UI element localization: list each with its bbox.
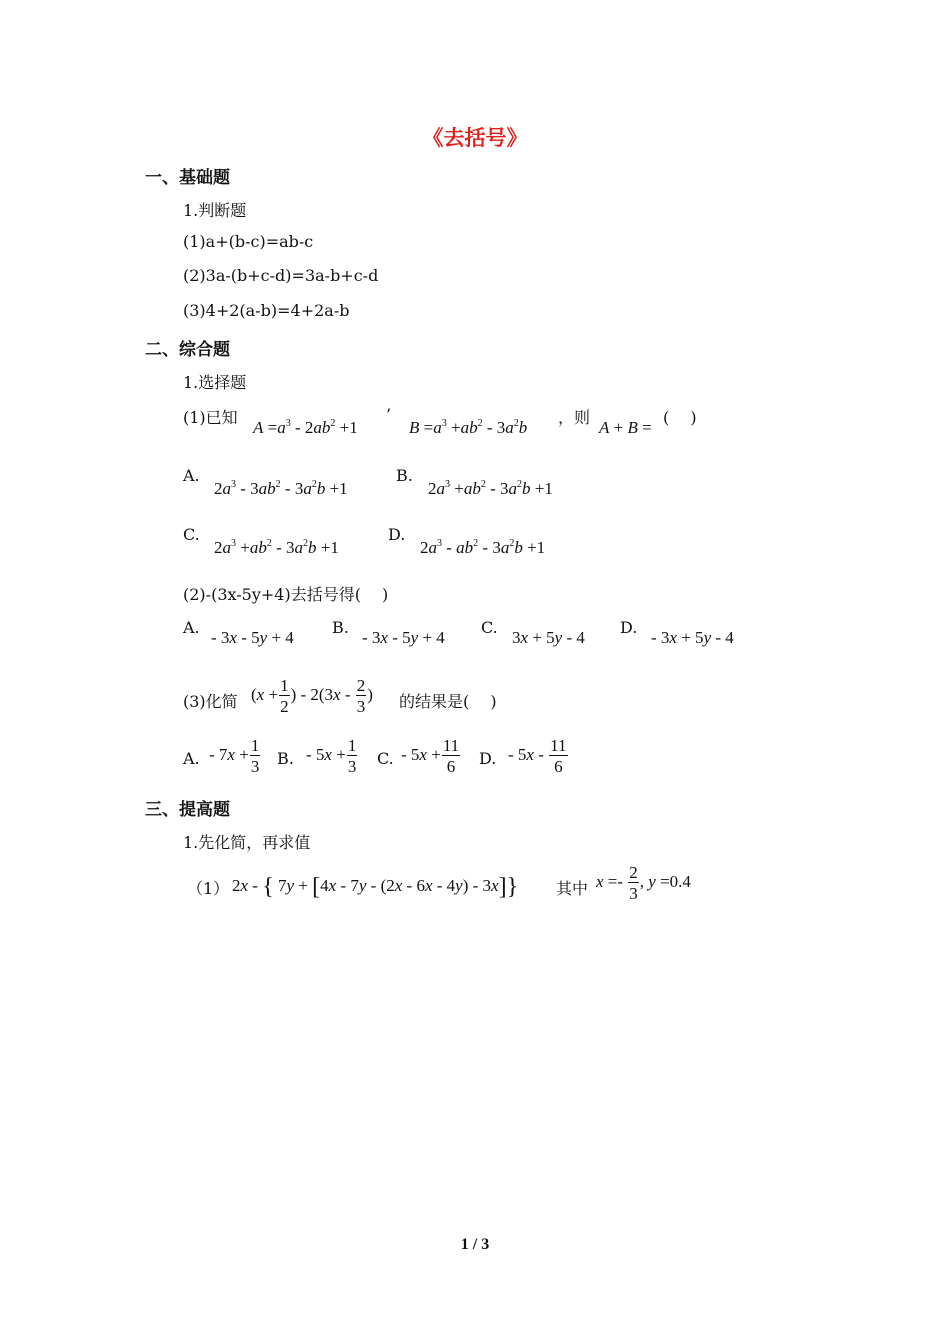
- judge-item-2: (2)3a-(b+c-d)=3a-b+c-d: [183, 266, 379, 285]
- option-label-b: B.: [277, 749, 294, 768]
- option-2c: 3x + 5y - 4: [512, 628, 585, 647]
- option-2b: - 3x - 5y + 4: [362, 628, 445, 647]
- option-label-c: C.: [183, 525, 200, 544]
- option-3b: - 5x + $\frac{1}{3}$: [306, 736, 357, 776]
- option-label-b: B.: [332, 618, 349, 637]
- option-2d: - 3x + 5y - 4: [651, 628, 734, 647]
- simplify-expression: 2x - { 7y + [4x - 7y - (2x - 6x - 4y) - 3x]}: [232, 874, 519, 900]
- formula-B: $B =a^3 +ab^2 - 3a^2b$: [409, 418, 528, 437]
- option-1b: $2a^3 +ab^2 - 3a^2b +1$: [428, 479, 553, 498]
- option-label-a: A.: [183, 618, 200, 637]
- problem-lead: （1）: [187, 879, 230, 898]
- section-heading-basic: 一、基础题: [145, 168, 230, 188]
- formula-sum: A + B =: [599, 418, 652, 437]
- condition-values: x =- $\frac{2}{3}$ , y =0.4: [596, 863, 691, 903]
- problem-2-stem: (2)-(3x-5y+4)去括号得( ): [183, 585, 389, 604]
- judge-item-3: (3)4+2(a-b)=4+2a-b: [183, 301, 350, 320]
- problem-3-tail: 的结果是( ): [399, 692, 497, 711]
- option-3c: - 5x + $\frac{11}{6}$: [401, 736, 460, 776]
- section-heading-comprehensive: 二、综合题: [145, 340, 230, 360]
- problem-3-lead: (3)化简: [183, 692, 238, 711]
- option-1a: $2a^3 - 3ab^2 - 3a^2b +1$: [214, 479, 348, 498]
- option-label-b: B.: [396, 466, 413, 485]
- option-2a: - 3x - 5y + 4: [211, 628, 294, 647]
- option-label-d: D.: [479, 749, 497, 768]
- option-label-d: D.: [388, 525, 406, 544]
- option-1c: $2a^3 +ab^2 - 3a^2b +1$: [214, 538, 339, 557]
- page-number: 1 / 3: [460, 1236, 490, 1253]
- problem-3-expression: (x + $\frac{1}{2}$ ) - 2(3x - $\frac{2}{3}$ ): [251, 676, 373, 716]
- option-3a: - 7x + $\frac{1}{3}$: [209, 736, 260, 776]
- condition-label: 其中: [556, 879, 589, 898]
- problem-1-ze: ，则: [558, 408, 591, 427]
- question-choice: 1.选择题: [183, 373, 247, 392]
- option-label-c: C.: [377, 749, 394, 768]
- option-label-d: D.: [620, 618, 638, 637]
- option-label-a: A.: [183, 749, 200, 768]
- comma: ’: [386, 405, 392, 424]
- fraction: $\frac{2}{3}$: [356, 676, 366, 716]
- section-heading-advanced: 三、提高题: [145, 800, 230, 820]
- question-simplify: 1.先化简，再求值: [183, 833, 311, 852]
- option-label-a: A.: [183, 466, 200, 485]
- judge-item-1: (1)a+(b-c)=ab-c: [183, 232, 314, 251]
- fraction: $\frac{1}{2}$: [280, 676, 289, 716]
- problem-1-lead: (1)已知: [183, 408, 238, 427]
- formula-A: $A =a^3 - 2ab^2 +1$: [253, 418, 358, 437]
- option-label-c: C.: [481, 618, 498, 637]
- option-1d: $2a^3 - ab^2 - 3a^2b +1$: [420, 538, 546, 557]
- option-3d: - 5x - $\frac{11}{6}$: [508, 736, 567, 776]
- answer-blank-1: ( ): [663, 408, 697, 427]
- question-judge: 1.判断题: [183, 201, 247, 220]
- page-title: 《去括号》: [422, 126, 528, 150]
